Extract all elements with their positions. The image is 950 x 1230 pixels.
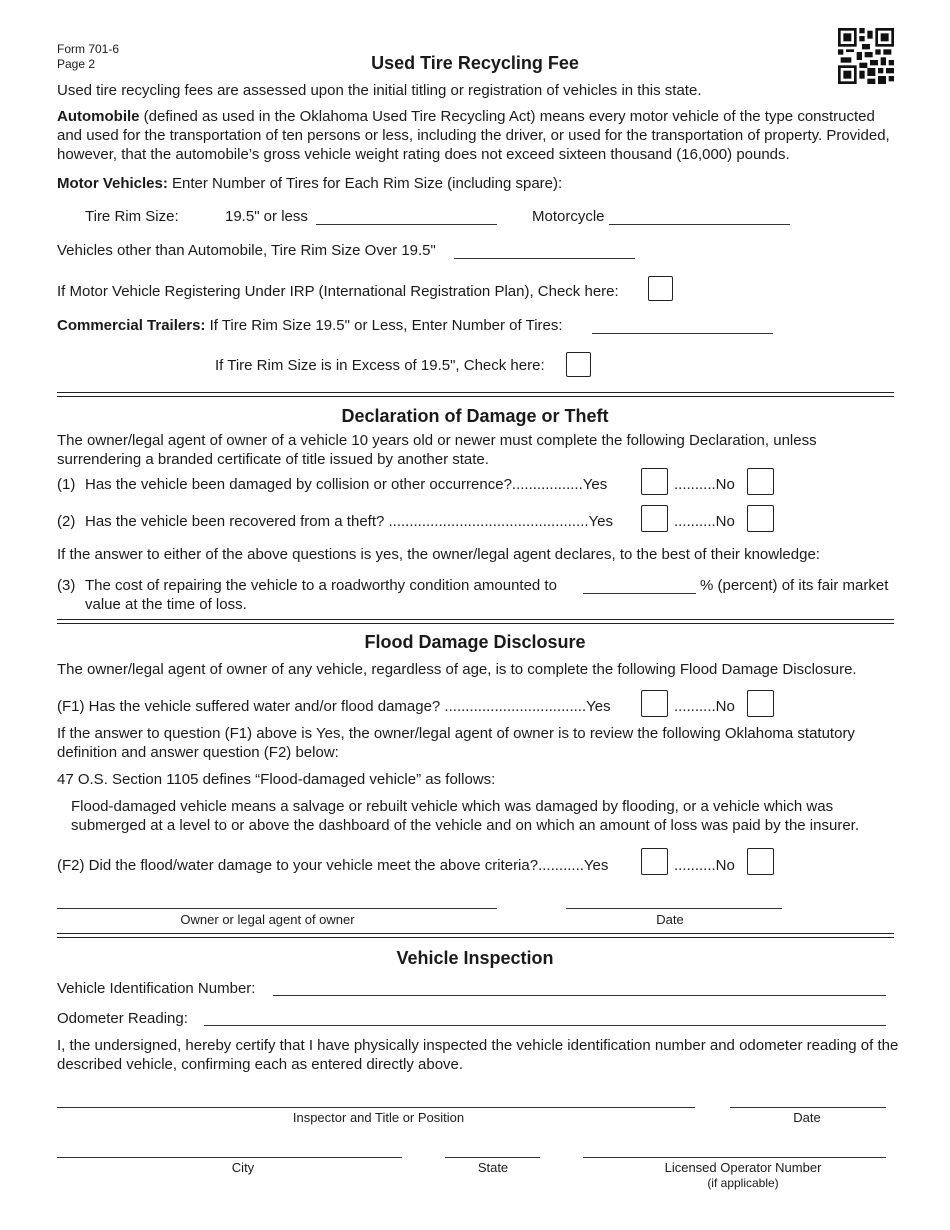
rim-small-label: 19.5" or less bbox=[225, 208, 308, 225]
q3-continuation: value at the time of loss. bbox=[85, 596, 247, 613]
section-divider bbox=[57, 933, 894, 938]
flood-definition: Flood-damaged vehicle means a salvage or rebuilt vehicle which was damaged by flooding, or a vehicle which was submerged at a level to or above the dashboard of the vehicle and on which an amount of loss was paid by the insurer. bbox=[71, 798, 859, 834]
vin-field[interactable] bbox=[273, 995, 886, 996]
q1-no-label: ..........No bbox=[674, 476, 735, 493]
q2-yes-checkbox[interactable] bbox=[641, 505, 668, 532]
irp-label: If Motor Vehicle Registering Under IRP (International Registration Plan), Check here: bbox=[57, 283, 619, 300]
q2-number: (2) bbox=[57, 513, 76, 530]
repair-percent-field[interactable] bbox=[583, 593, 696, 594]
state-line[interactable] bbox=[445, 1157, 540, 1158]
automobile-term: Automobile bbox=[57, 108, 140, 125]
statute-reference: 47 O.S. Section 1105 defines “Flood-damaged vehicle” as follows: bbox=[57, 771, 496, 788]
commercial-trailers-heading: Commercial Trailers: bbox=[57, 317, 206, 334]
if-applicable-label: (if applicable) bbox=[707, 1176, 779, 1190]
motorcycle-field[interactable] bbox=[609, 224, 790, 225]
owner-date-line[interactable] bbox=[566, 908, 782, 909]
f1-followup: If the answer to question (F1) above is Yes, the owner/legal agent of owner is to review the following Oklahoma statutory definition and answer question (F2) below: bbox=[57, 725, 855, 761]
q3-percent-text: % (percent) of its fair market bbox=[700, 577, 889, 594]
flood-intro: The owner/legal agent of owner of any vehicle, regardless of age, is to complete the following Flood Damage Disclosure. bbox=[57, 661, 857, 678]
trailer-tires-field[interactable] bbox=[592, 333, 773, 334]
inspector-date-line[interactable] bbox=[730, 1107, 886, 1108]
automobile-definition-text: (defined as used in the Oklahoma Used Tire Recycling Act) means every motor vehicle of the type constructed and used for the transportation of ten persons or less, including the driver, or used for the transportation of property. Provided, however, that the automobile’s gross vehicle weight rating does not exceed sixteen thousand (16,000) pounds. bbox=[57, 108, 890, 163]
f2-text: (F2) Did the flood/water damage to your vehicle meet the above criteria?...........Yes bbox=[57, 857, 609, 874]
f1-no-checkbox[interactable] bbox=[747, 690, 774, 717]
section-divider bbox=[57, 619, 894, 624]
rim-small-field[interactable] bbox=[316, 224, 497, 225]
operator-number-label: Licensed Operator Number bbox=[664, 1160, 822, 1175]
state-label: State bbox=[477, 1160, 509, 1175]
odometer-field[interactable] bbox=[204, 1025, 886, 1026]
motor-vehicles-instruction: Enter Number of Tires for Each Rim Size (including spare): bbox=[172, 175, 563, 192]
f1-yes-checkbox[interactable] bbox=[641, 690, 668, 717]
city-label: City bbox=[231, 1160, 255, 1175]
q2-text: Has the vehicle been recovered from a theft? ................................................Yes bbox=[85, 513, 614, 530]
inspector-date-label: Date bbox=[793, 1110, 821, 1125]
damage-heading: Declaration of Damage or Theft bbox=[341, 406, 609, 426]
commercial-trailers-small-label: If Tire Rim Size 19.5" or Less, Enter Number of Tires: bbox=[209, 317, 563, 334]
owner-signature-line[interactable] bbox=[57, 908, 497, 909]
commercial-trailers-row bbox=[57, 317, 563, 334]
section-divider bbox=[57, 392, 894, 397]
qr-code-icon bbox=[838, 28, 894, 84]
f2-no-checkbox[interactable] bbox=[747, 848, 774, 875]
certification-text: I, the undersigned, hereby certify that I have physically inspected the vehicle identification number and odometer reading of the described vehicle, confirming each as entered directly above. bbox=[57, 1037, 899, 1073]
intro-text: Used tire recycling fees are assessed upon the initial titling or registration of vehicles in this state. bbox=[57, 82, 702, 99]
inspector-signature-line[interactable] bbox=[57, 1107, 695, 1108]
motorcycle-label: Motorcycle bbox=[532, 208, 605, 225]
trailer-excess-checkbox[interactable] bbox=[566, 352, 591, 377]
flood-heading: Flood Damage Disclosure bbox=[364, 632, 586, 652]
page-title: Used Tire Recycling Fee bbox=[371, 53, 579, 73]
q2-no-checkbox[interactable] bbox=[747, 505, 774, 532]
odometer-label: Odometer Reading: bbox=[57, 1010, 188, 1027]
tire-rim-size-label: Tire Rim Size: bbox=[85, 208, 179, 225]
f1-text: (F1) Has the vehicle suffered water and/or flood damage? ..................................Yes bbox=[57, 698, 611, 715]
automobile-definition bbox=[57, 107, 902, 164]
irp-checkbox[interactable] bbox=[648, 276, 673, 301]
other-vehicles-label: Vehicles other than Automobile, Tire Rim Size Over 19.5" bbox=[57, 242, 436, 259]
q1-no-checkbox[interactable] bbox=[747, 468, 774, 495]
q1-text: Has the vehicle been damaged by collision or other occurrence?.................Yes bbox=[85, 476, 608, 493]
damage-intro: The owner/legal agent of owner of a vehicle 10 years old or newer must complete the following Declaration, unless surrendering a branded certificate of title issued by another state. bbox=[57, 432, 817, 468]
q1-number: (1) bbox=[57, 476, 76, 493]
vin-label: Vehicle Identification Number: bbox=[57, 980, 256, 997]
q1-yes-checkbox[interactable] bbox=[641, 468, 668, 495]
operator-number-line[interactable] bbox=[583, 1157, 886, 1158]
f2-no-label: ..........No bbox=[674, 857, 735, 874]
q2-no-label: ..........No bbox=[674, 513, 735, 530]
motor-vehicles-heading: Motor Vehicles: bbox=[57, 175, 168, 192]
page-number: Page 2 bbox=[57, 57, 96, 71]
motor-vehicles-heading-row bbox=[57, 175, 562, 192]
other-vehicles-field[interactable] bbox=[454, 258, 635, 259]
inspector-label: Inspector and Title or Position bbox=[292, 1110, 465, 1125]
q3-text: The cost of repairing the vehicle to a roadworthy condition amounted to bbox=[85, 577, 557, 594]
q3-number: (3) bbox=[57, 577, 76, 594]
owner-date-label: Date bbox=[656, 912, 684, 927]
trailer-excess-label: If Tire Rim Size is in Excess of 19.5", Check here: bbox=[215, 357, 545, 374]
form-number: Form 701-6 bbox=[57, 42, 120, 56]
inspection-heading: Vehicle Inspection bbox=[396, 948, 554, 968]
owner-signature-label: Owner or legal agent of owner bbox=[180, 912, 355, 927]
f1-no-label: ..........No bbox=[674, 698, 735, 715]
city-line[interactable] bbox=[57, 1157, 402, 1158]
f2-yes-checkbox[interactable] bbox=[641, 848, 668, 875]
declare-text: If the answer to either of the above questions is yes, the owner/legal agent declares, to the best of their knowledge: bbox=[57, 546, 820, 563]
